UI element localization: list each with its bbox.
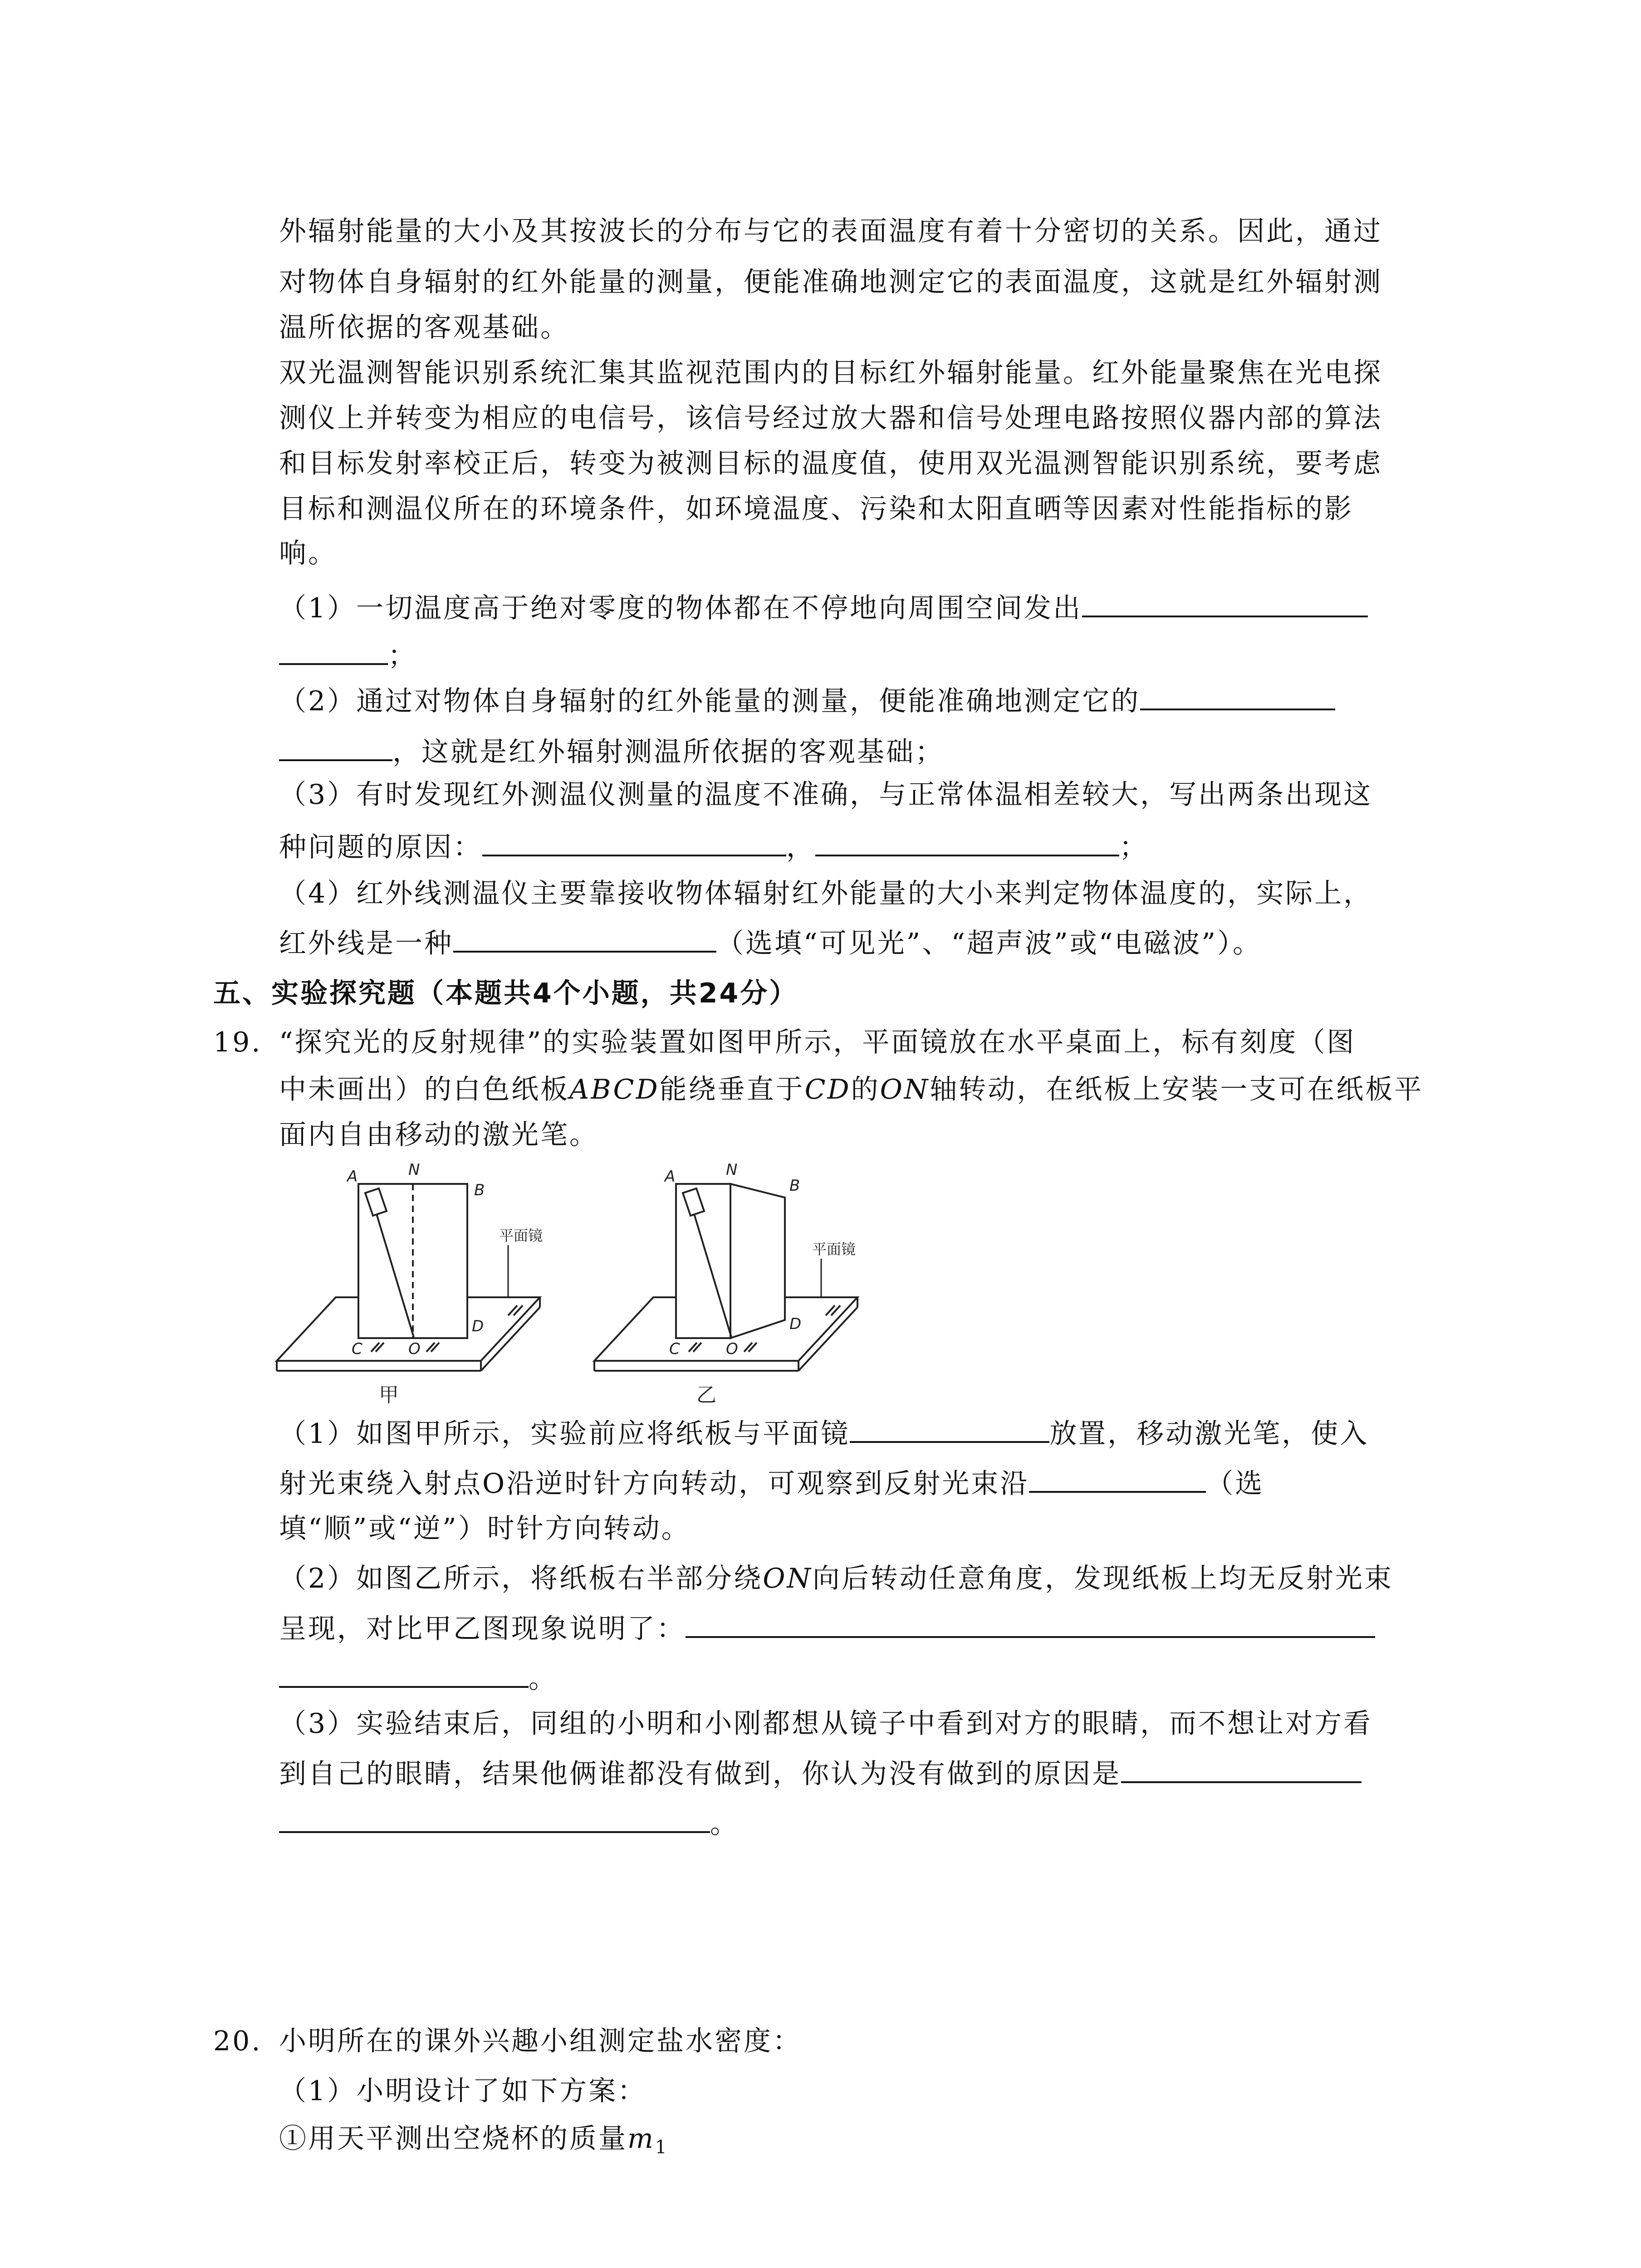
- label-c: C: [352, 1340, 362, 1358]
- paper-board-right-rotated-half: [730, 1184, 785, 1338]
- answer-blank[interactable]: [850, 1413, 1049, 1443]
- answer-blank[interactable]: [1082, 587, 1368, 617]
- q18-part2: （2）通过对物体自身辐射的红外能量的测量，便能准确地测定它的: [279, 680, 1335, 719]
- answer-blank[interactable]: [482, 826, 786, 856]
- mirror-label-left: 平面镜: [499, 1227, 543, 1244]
- q19-part1-line-1: （1）如图甲所示，实验前应将纸板与平面镜 放置，移动激光笔，使入: [279, 1413, 1369, 1452]
- q18-part2-cont: ，这就是红外辐射测温所依据的客观基础；: [279, 731, 944, 770]
- q19-part1-line-2: 射光束绕入射点O沿逆时针方向转动，可观察到反射光束沿 （选: [279, 1463, 1264, 1502]
- passage-line-6: 和目标发射率校正后，转变为被测目标的温度值，使用双光温测智能识别系统，要考虑: [279, 448, 1382, 479]
- q19-stem-line-3: 面内自由移动的激光笔。: [279, 1119, 598, 1151]
- q19-stem-line-1: “探究光的反射规律”的实验装置如图甲所示，平面镜放在水平桌面上，标有刻度（图: [279, 1026, 1356, 1058]
- q19-part3-line-3: 。: [279, 1803, 739, 1842]
- q18-part1-cont: ；: [279, 635, 417, 674]
- label-a-right: A: [665, 1168, 676, 1186]
- caption-left: 甲: [379, 1383, 399, 1407]
- q19-part2-line-2: 呈现，对比甲乙图现象说明了：: [279, 1608, 1375, 1647]
- answer-blank[interactable]: [453, 923, 716, 953]
- label-c-right: C: [669, 1340, 680, 1358]
- q20-step1: ①用天平测出空烧杯的质量$m_1$: [279, 2123, 669, 2158]
- q19-part2-line-3: 。: [279, 1658, 558, 1697]
- q18-part4: （4）红外线测温仪主要靠接收物体辐射红外能量的大小来判定物体温度的，实际上，: [279, 878, 1373, 909]
- passage-line-7: 目标和测温仪所在的环境条件，如环境温度、污染和太阳直晒等因素对性能指标的影: [279, 493, 1353, 525]
- label-d-right: D: [789, 1315, 802, 1333]
- answer-blank[interactable]: [686, 1608, 1375, 1638]
- answer-blank[interactable]: [1029, 1463, 1206, 1493]
- passage-line-5: 测仪上并转变为相应的电信号，该信号经过放大器和信号处理电路按照仪器内部的算法: [279, 402, 1382, 434]
- answer-blank[interactable]: [815, 826, 1119, 856]
- q18-part3: （3）有时发现红外测温仪测量的温度不准确，与正常体温相差较大，写出两条出现这: [279, 779, 1373, 811]
- passage-line-3: 温所依据的客观基础。: [279, 312, 569, 343]
- answer-blank[interactable]: [279, 1658, 529, 1688]
- answer-blank[interactable]: [1121, 1753, 1362, 1783]
- q19-number: 19.: [213, 1026, 262, 1058]
- label-n-right: N: [726, 1161, 738, 1179]
- q19-part3-line-2: 到自己的眼睛，结果他俩谁都没有做到，你认为没有做到的原因是: [279, 1753, 1362, 1792]
- answer-blank[interactable]: [279, 731, 392, 761]
- q18-part3-cont: 种问题的原因： ， ；: [279, 826, 1148, 865]
- q20-part1: （1）小明设计了如下方案：: [279, 2075, 647, 2107]
- passage-line-8: 响。: [279, 538, 337, 569]
- label-o-right: O: [726, 1340, 738, 1358]
- passage-line-4: 双光温测智能识别系统汇集其监视范围内的目标红外辐射能量。红外能量聚焦在光电探: [279, 357, 1382, 389]
- q19-stem-line-2: 中未画出）的白色纸板ABCD能绕垂直于CD的ON轴转动，在纸板上安装一支可在纸板平: [279, 1074, 1424, 1105]
- q19-part3-line-1: （3）实验结束后，同组的小明和小刚都想从镜子中看到对方的眼睛，而不想让对方看: [279, 1708, 1373, 1740]
- q18-part4-cont: 红外线是一种 （选填“可见光”、“超声波”或“电磁波”）。: [279, 923, 1262, 962]
- label-a: A: [347, 1168, 358, 1186]
- caption-right: 乙: [696, 1383, 716, 1407]
- passage-line-2: 对物体自身辐射的红外能量的测量，便能准确地测定它的表面温度，这就是红外辐射测: [279, 266, 1382, 298]
- label-n: N: [408, 1161, 420, 1179]
- label-b: B: [474, 1181, 485, 1199]
- q18-part1: （1）一切温度高于绝对零度的物体都在不停地向周围空间发出: [279, 587, 1368, 626]
- label-d: D: [472, 1317, 484, 1335]
- label-o: O: [408, 1340, 421, 1358]
- q19-part1-line-3: 填“顺”或“逆”）时针方向转动。: [279, 1513, 691, 1545]
- answer-blank[interactable]: [279, 1803, 710, 1833]
- q20-stem: 小明所在的课外兴趣小组测定盐水密度：: [279, 2025, 802, 2057]
- answer-blank[interactable]: [279, 635, 388, 665]
- reflection-figure: [272, 1161, 935, 1415]
- label-b-right: B: [789, 1177, 800, 1195]
- q19-part2-line-1: （2）如图乙所示，将纸板右半部分绕ON向后转动任意角度，发现纸板上均无反射光束: [279, 1563, 1393, 1594]
- passage-line-1: 外辐射能量的大小及其按波长的分布与它的表面温度有着十分密切的关系。因此，通过: [279, 215, 1382, 247]
- mirror-label-right: 平面镜: [812, 1241, 856, 1258]
- section-heading: 五、实验探究题（本题共4个小题，共24分）: [213, 978, 798, 1009]
- answer-blank[interactable]: [1140, 680, 1335, 710]
- q20-number: 20.: [213, 2025, 262, 2057]
